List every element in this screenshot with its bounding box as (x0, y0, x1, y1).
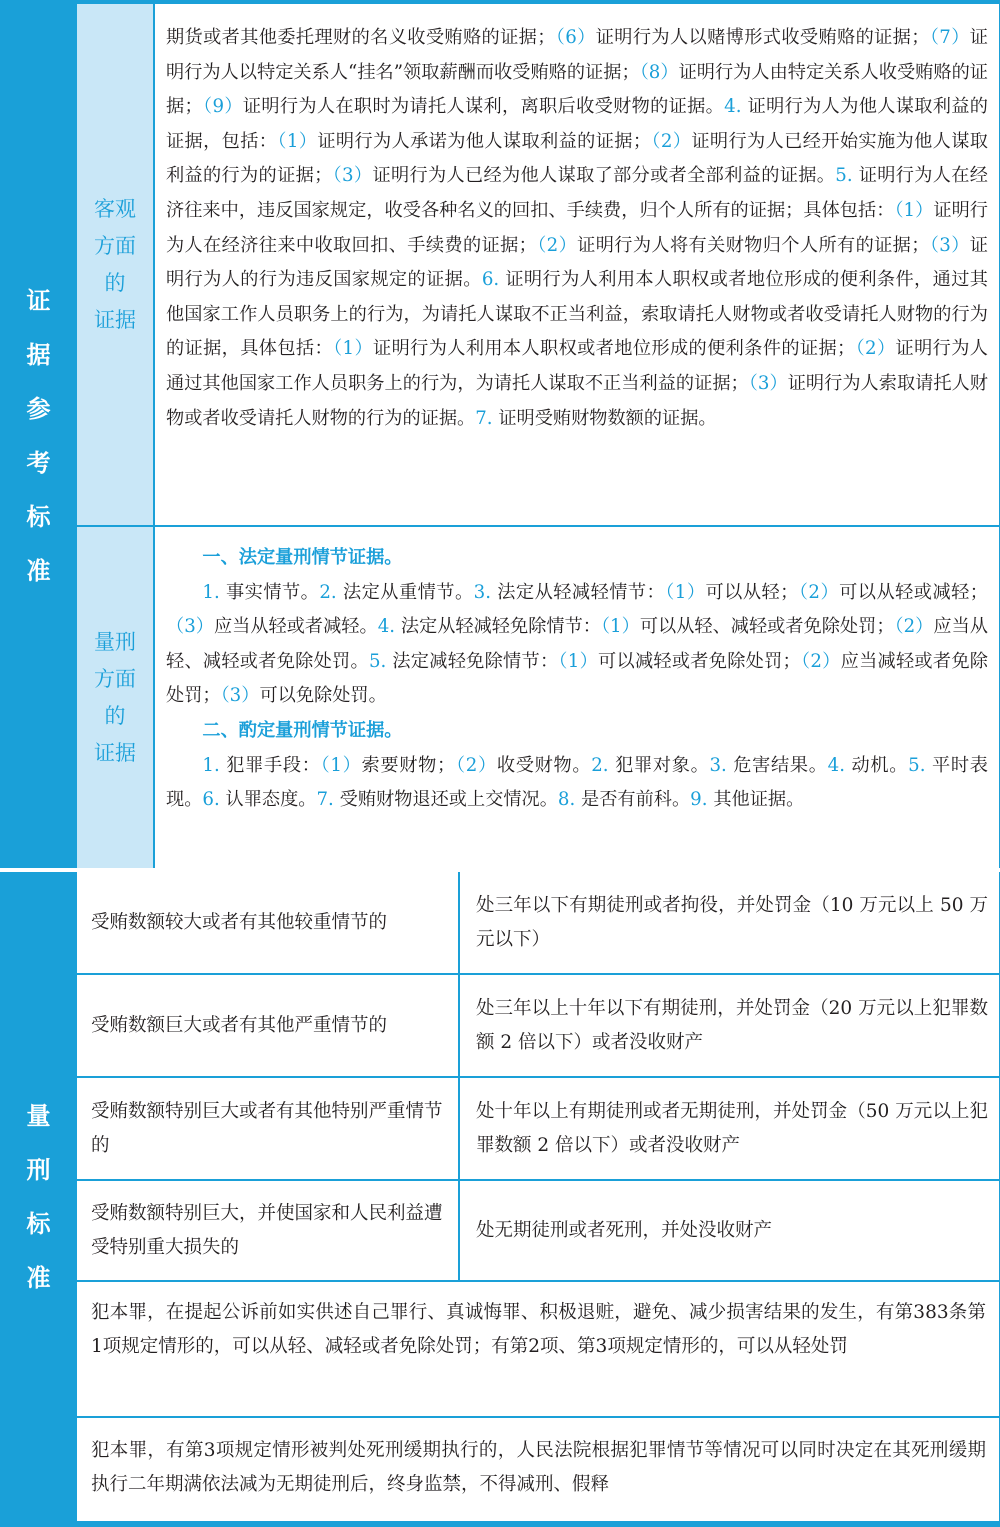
discretionary-heading: 二、酌定量刑情节证据。 (202, 719, 403, 741)
penalty-text: 处无期徒刑或者死刑，并处没收财产 (476, 1219, 773, 1241)
condition-text: 受贿数额巨大或者有其他严重情节的 (91, 1014, 388, 1036)
item-text: 应当从轻或者减轻。 (213, 616, 378, 638)
evidence-standard-category (0, 4, 77, 868)
item-number: 3. (709, 754, 727, 776)
item-number: （2） (455, 754, 497, 776)
sentencing-row (77, 872, 1000, 975)
row-divider (77, 525, 1000, 527)
item-text: 法定减轻免除情节： (386, 650, 559, 672)
category-char: 考 (26, 449, 51, 477)
item-text: 证明行为人已经为他人谋取了部分或者全部利益的证据。 (372, 165, 836, 187)
item-text: 证明受贿财物数额的证据。 (492, 407, 717, 429)
sub-label-line: 方面 (94, 234, 136, 258)
condition-text: 受贿数额特别巨大，并使国家和人民利益遭受特别重大损失的 (91, 1202, 443, 1258)
sub-label-line: 证据 (94, 308, 136, 332)
item-number: （7） (929, 27, 970, 48)
item-text: 证明行为人在经济往来中收取回扣、手续费的证据； (166, 199, 988, 256)
item-number: 5. (368, 650, 387, 672)
condition-text: 受贿数额较大或者有其他较重情节的 (91, 911, 388, 933)
item-number: 6. (202, 789, 220, 811)
condition-cell (77, 1078, 460, 1179)
item-number: 3. (473, 581, 491, 603)
item-text: 证明行为人索取请托人财物或者收受请托人财物的行为的证据。 (166, 372, 988, 429)
item-text: 动机。 (845, 754, 909, 776)
item-number: 2. (319, 581, 337, 603)
category-char: 证 (26, 287, 51, 315)
condition-cell (77, 1181, 460, 1280)
penalty-cell (462, 872, 1000, 973)
condition-text: 受贿数额特别巨大或者有其他特别严重情节的 (91, 1100, 443, 1156)
category-char: 量 (26, 1101, 51, 1130)
penalty-cell (462, 1181, 1000, 1280)
sentencing-row (77, 1181, 1000, 1282)
item-text: 证明行为人在经济往来中，违反国家规定，收受各种名义的回扣、手续费，归个人所有的证据；具体包括： (166, 165, 988, 221)
penalty-text: 处十年以上有期徒刑或者无期徒刑，并处罚金（50 万元以上犯罪数额 2 倍以下）或者没收财产 (476, 1100, 988, 1156)
item-text: 索要财物； (361, 754, 456, 776)
item-number: （8） (639, 61, 679, 83)
item-text: 应当从轻、减轻或者免除处罚。 (166, 616, 988, 672)
item-number: 6. (481, 269, 500, 291)
category-char: 标 (26, 503, 51, 531)
item-text: 法定从轻减轻情节： (490, 581, 666, 603)
item-number: （3） (748, 372, 788, 394)
item-number: （2） (536, 234, 578, 256)
item-text: 法定从重情节。 (336, 581, 474, 603)
item-number: （2） (855, 338, 896, 360)
sentencing-row (77, 975, 1000, 1078)
item-text: 平时表现。 (166, 754, 988, 811)
item-text: 危害结果。 (726, 754, 828, 776)
category-char: 参 (26, 395, 51, 423)
statutory-heading: 一、法定量刑情节证据。 (202, 547, 403, 568)
item-number: （1） (894, 199, 934, 221)
item-number: （3） (332, 165, 373, 187)
sub-label-line: 量刑 (94, 629, 136, 654)
item-text: 期货或者其他委托理财的名义收受贿赂的证据； (166, 27, 556, 48)
item-number: 7. (475, 407, 493, 429)
item-number: 4. (724, 96, 742, 118)
item-text: 证明行为人将有关财物归个人所有的证据； (577, 234, 930, 256)
sub-label-line: 证据 (94, 740, 136, 765)
discretionary-paragraph (166, 749, 988, 818)
item-text: 应当减轻或者免除处罚； (166, 650, 988, 707)
item-text: 证明行为人的行为违反国家规定的证据。 (166, 234, 988, 291)
item-number: 7. (316, 789, 334, 811)
sentencing-evidence-label (77, 527, 155, 868)
item-number: 1. (202, 581, 220, 603)
sub-label-line: 方面 (94, 666, 136, 691)
category-char: 准 (26, 557, 51, 585)
category-char: 刑 (26, 1155, 51, 1184)
penalty-text: 处三年以上十年以下有期徒刑，并处罚金（20 万元以上犯罪数额 2 倍以下）或者没收财产 (476, 997, 988, 1053)
penalty-cell (462, 975, 1000, 1076)
objective-paragraph (166, 21, 988, 436)
condition-cell (77, 872, 460, 973)
item-number: （1） (558, 650, 599, 672)
sentencing-row (77, 1078, 1000, 1181)
item-text: 可以从轻； (705, 581, 799, 603)
sub-label-line: 客观 (94, 197, 136, 221)
item-number: 8. (557, 789, 576, 811)
life-imprisonment-note-row (77, 1420, 1000, 1521)
item-text: 证明行为人以赌博形式收受贿赂的证据； (595, 27, 930, 48)
category-char: 准 (26, 1263, 51, 1292)
item-text: 证明行为人利用本人职权或者地位形成的便利条件的证据； (373, 338, 856, 360)
item-text: 收受财物。 (496, 754, 592, 776)
bottom-accent-bar (0, 1521, 1000, 1527)
lenient-note-text: 犯本罪，在提起公诉前如实供述自己罪行、真诚悔罪、积极退赃，避免、减少损害结果的发生，有第383条第1项规定情形的，可以从轻、减轻或者免除处罚；有第2项、第3项规定情形的，可以从轻处罚 (91, 1302, 986, 1357)
item-number: （2） (894, 616, 934, 638)
item-text: 其他证据。 (707, 789, 805, 811)
item-number: （1） (333, 338, 374, 360)
item-number: （1） (277, 130, 318, 152)
item-number: （3） (220, 685, 260, 707)
objective-evidence-label (77, 4, 155, 526)
item-number: （6） (555, 27, 596, 48)
item-number: 4. (377, 616, 396, 638)
sub-label-line: 的 (104, 703, 126, 728)
item-text: 认罪态度。 (219, 789, 317, 811)
objective-evidence-text (166, 21, 988, 436)
item-number: 1. (202, 754, 220, 776)
item-number: 4. (827, 754, 846, 776)
sentencing-evidence-text (166, 541, 988, 818)
item-number: （1） (600, 616, 640, 638)
item-text: 可以从轻、减轻或者免除处罚； (639, 616, 895, 638)
sub-label-line: 的 (104, 271, 126, 295)
lenient-note-row (77, 1282, 1000, 1418)
item-number: （3） (166, 616, 214, 638)
item-text: 证明行为人由特定关系人收受贿赂的证据； (166, 61, 988, 118)
item-text: 事实情节。 (219, 581, 320, 603)
item-number: （2） (800, 650, 841, 672)
category-char: 据 (26, 341, 51, 369)
item-number: （1） (320, 754, 362, 776)
life-imprisonment-note-text: 犯本罪，有第3项规定情形被判处死刑缓期执行的，人民法院根据犯罪情节等情况可以同时决定在其死刑缓期执行二年期满依法减为无期徒刑后，终身监禁，不得减刑、假释 (91, 1440, 986, 1495)
item-text: 证明行为人为他人谋取利益的证据，包括： (166, 96, 988, 152)
item-text: 犯罪手段： (219, 754, 321, 776)
item-text: 证明行为人承诺为他人谋取利益的证据； (317, 130, 652, 152)
item-text: 可以免除处罚。 (259, 685, 387, 707)
penalty-cell (462, 1078, 1000, 1179)
item-text: 受贿财物退还或上交情况。 (333, 789, 558, 811)
item-number: 5. (908, 754, 926, 776)
item-text: 证明行为人以特定关系人“挂名”领取薪酬而收受贿赂的证据； (166, 27, 988, 83)
item-number: （2） (798, 581, 840, 603)
item-number: （2） (651, 130, 692, 152)
item-number: （1） (665, 581, 706, 603)
item-text: 证明行为人利用本人职权或者地位形成的便利条件，通过其他国家工作人员职务上的行为，为请托人谋取不正当利益，索取请托人财物或者收受请托人财物的行为的证据，具体包括： (166, 269, 988, 360)
item-text: 证明行为人已经开始实施为他人谋取利益的行为的证据； (166, 130, 988, 187)
item-number: （9） (202, 96, 243, 118)
category-char: 标 (26, 1209, 51, 1238)
statutory-paragraph (166, 576, 988, 714)
condition-cell (77, 975, 460, 1076)
item-text: 是否有前科。 (575, 789, 691, 811)
item-number: （3） (929, 234, 970, 256)
penalty-text: 处三年以下有期徒刑或者拘役，并处罚金（10 万元以上 50 万元以下） (476, 894, 988, 950)
item-text: 可以从轻或减轻； (839, 581, 988, 603)
item-number: 9. (690, 789, 708, 811)
item-text: 法定从轻减轻免除情节： (395, 616, 601, 638)
sentencing-standard-category (0, 872, 77, 1521)
item-number: 5. (835, 165, 853, 187)
item-text: 证明行为人通过其他国家工作人员职务上的行为，为请托人谋取不正当利益的证据； (166, 338, 988, 394)
item-text: 可以减轻或者免除处罚； (598, 650, 801, 672)
item-number: 2. (591, 754, 609, 776)
item-text: 证明行为人在职时为请托人谋利，离职后收受财物的证据。 (242, 96, 725, 118)
item-text: 犯罪对象。 (608, 754, 710, 776)
